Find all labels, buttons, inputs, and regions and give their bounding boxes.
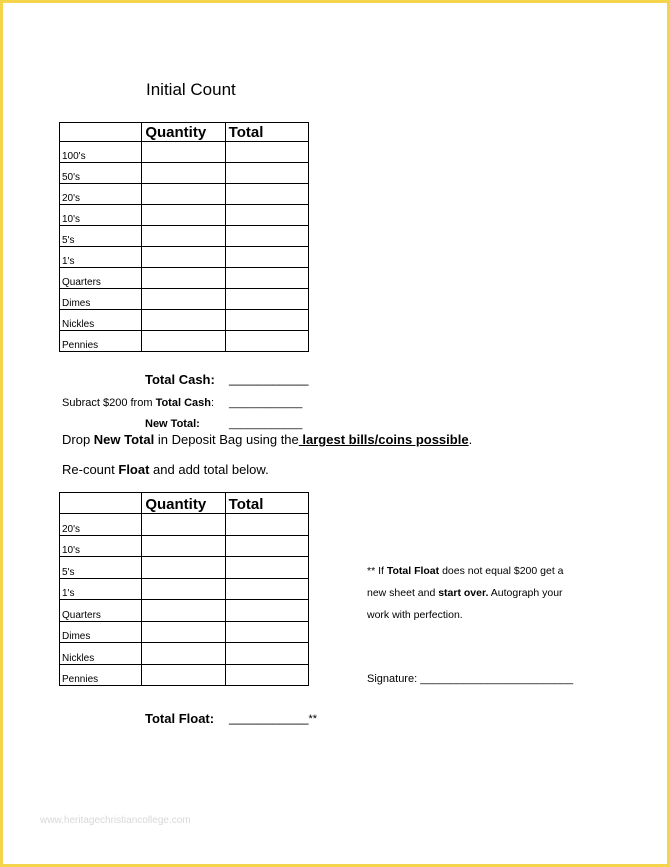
denomination-label: 20's bbox=[60, 514, 142, 536]
total-cell[interactable] bbox=[225, 205, 308, 226]
table-row bbox=[60, 184, 309, 205]
quantity-cell[interactable] bbox=[142, 205, 225, 226]
quantity-cell[interactable] bbox=[142, 621, 225, 643]
quantity-cell[interactable] bbox=[142, 184, 225, 205]
quantity-cell[interactable] bbox=[142, 331, 225, 352]
quantity-cell[interactable] bbox=[142, 578, 225, 600]
quantity-cell[interactable] bbox=[142, 247, 225, 268]
quantity-cell[interactable] bbox=[142, 226, 225, 247]
quantity-cell[interactable] bbox=[142, 535, 225, 557]
denomination-label: Pennies bbox=[60, 331, 142, 352]
denomination-label: 5's bbox=[60, 557, 142, 579]
quantity-cell[interactable] bbox=[142, 643, 225, 665]
quantity-cell[interactable] bbox=[142, 557, 225, 579]
table-row bbox=[60, 600, 309, 622]
total-cell[interactable] bbox=[225, 268, 308, 289]
denomination-label: Quarters bbox=[60, 600, 142, 622]
total-cell[interactable] bbox=[225, 310, 308, 331]
note-text: Autograph your bbox=[488, 587, 563, 599]
denomination-label: 1's bbox=[60, 247, 142, 268]
recount-bold: Float bbox=[118, 462, 150, 477]
total-cell[interactable] bbox=[225, 600, 308, 622]
denomination-label: Dimes bbox=[60, 289, 142, 310]
table-row bbox=[60, 514, 309, 536]
table-row bbox=[60, 142, 309, 163]
drop-bold: New Total bbox=[93, 432, 155, 447]
table-row bbox=[60, 621, 309, 643]
total-cell[interactable] bbox=[225, 664, 308, 686]
total-cell[interactable] bbox=[225, 557, 308, 579]
new-total-label: New Total: bbox=[145, 418, 200, 430]
table-header-row bbox=[60, 123, 309, 142]
drop-instruction bbox=[62, 432, 472, 447]
total-cell[interactable] bbox=[225, 578, 308, 600]
quantity-cell[interactable] bbox=[142, 514, 225, 536]
denomination-label: 1's bbox=[60, 578, 142, 600]
recount-instruction bbox=[62, 462, 269, 477]
table-row bbox=[60, 226, 309, 247]
note-line-3 bbox=[367, 604, 564, 626]
total-cell[interactable] bbox=[225, 289, 308, 310]
denomination-label: 20's bbox=[60, 184, 142, 205]
quantity-cell[interactable] bbox=[142, 142, 225, 163]
denomination-label: Nickles bbox=[60, 643, 142, 665]
total-cell[interactable] bbox=[225, 184, 308, 205]
total-float-suffix: ** bbox=[308, 713, 318, 725]
subtract-blank[interactable]: ____________ bbox=[229, 397, 303, 409]
table-row bbox=[60, 163, 309, 184]
total-cell[interactable] bbox=[225, 247, 308, 268]
float-note bbox=[367, 560, 564, 626]
total-cell[interactable] bbox=[225, 621, 308, 643]
header-cell-blank bbox=[60, 123, 142, 142]
header-quantity: Quantity bbox=[142, 493, 225, 514]
subtract-suffix: : bbox=[210, 397, 215, 409]
denomination-label: Nickles bbox=[60, 310, 142, 331]
table-row bbox=[60, 331, 309, 352]
header-quantity: Quantity bbox=[142, 123, 225, 142]
table-row bbox=[60, 289, 309, 310]
quantity-cell[interactable] bbox=[142, 600, 225, 622]
total-cell[interactable] bbox=[225, 142, 308, 163]
table-row bbox=[60, 535, 309, 557]
denomination-label: 5's bbox=[60, 226, 142, 247]
page-title: Initial Count bbox=[146, 80, 236, 99]
header-cell-blank bbox=[60, 493, 142, 514]
total-float-blank[interactable]: ___________ bbox=[229, 710, 309, 725]
initial-count-table bbox=[59, 122, 309, 352]
total-cash-label: Total Cash: bbox=[145, 372, 215, 387]
quantity-cell[interactable] bbox=[142, 163, 225, 184]
quantity-cell[interactable] bbox=[142, 268, 225, 289]
denomination-label: 10's bbox=[60, 205, 142, 226]
drop-underline: largest bills/coins possible bbox=[298, 432, 469, 447]
denomination-label: Pennies bbox=[60, 664, 142, 686]
note-bold: start over. bbox=[438, 587, 489, 599]
drop-middle: in Deposit Bag using the bbox=[154, 432, 299, 447]
quantity-cell[interactable] bbox=[142, 310, 225, 331]
note-bold: Total Float bbox=[386, 565, 440, 577]
note-text: work with perfection. bbox=[367, 609, 463, 621]
recount-suffix: and add total below. bbox=[149, 462, 269, 477]
denomination-label: Dimes bbox=[60, 621, 142, 643]
quantity-cell[interactable] bbox=[142, 289, 225, 310]
table-row bbox=[60, 578, 309, 600]
total-cash-blank[interactable]: ___________ bbox=[229, 371, 309, 386]
denomination-label: Quarters bbox=[60, 268, 142, 289]
new-total-blank[interactable]: ____________ bbox=[229, 418, 303, 430]
table-row bbox=[60, 557, 309, 579]
table-row bbox=[60, 247, 309, 268]
table-header-row bbox=[60, 493, 309, 514]
denomination-label: 10's bbox=[60, 535, 142, 557]
total-cell[interactable] bbox=[225, 514, 308, 536]
note-line-2 bbox=[367, 582, 564, 604]
note-line-1 bbox=[367, 560, 564, 582]
total-cell[interactable] bbox=[225, 535, 308, 557]
recount-prefix: Re-count bbox=[62, 462, 119, 477]
denomination-label: 100's bbox=[60, 142, 142, 163]
table-row bbox=[60, 664, 309, 686]
subtract-instruction bbox=[62, 397, 214, 409]
denomination-label: 50's bbox=[60, 163, 142, 184]
drop-prefix: Drop bbox=[62, 432, 94, 447]
header-total: Total bbox=[225, 493, 308, 514]
total-float-field bbox=[229, 710, 317, 725]
table-row bbox=[60, 205, 309, 226]
note-text: ** If bbox=[367, 565, 387, 577]
drop-suffix: . bbox=[468, 432, 473, 447]
total-cell[interactable] bbox=[225, 226, 308, 247]
note-text: does not equal $200 get a bbox=[439, 565, 564, 577]
float-count-table bbox=[59, 492, 309, 686]
watermark-text: www.heritagechristiancollege.com bbox=[40, 815, 191, 826]
total-float-label: Total Float: bbox=[145, 711, 215, 726]
table-row bbox=[60, 310, 309, 331]
header-total: Total bbox=[225, 123, 308, 142]
quantity-cell[interactable] bbox=[142, 664, 225, 686]
subtract-bold: Total Cash bbox=[155, 397, 211, 409]
subtract-prefix: Subract $200 from bbox=[62, 397, 156, 409]
table-row bbox=[60, 268, 309, 289]
signature-row bbox=[367, 673, 573, 685]
signature-label: Signature: bbox=[367, 673, 418, 685]
total-cell[interactable] bbox=[225, 331, 308, 352]
note-text: new sheet and bbox=[367, 587, 439, 599]
table-row bbox=[60, 643, 309, 665]
total-cell[interactable] bbox=[225, 163, 308, 184]
total-cell[interactable] bbox=[225, 643, 308, 665]
signature-field[interactable]: _________________________ bbox=[420, 673, 574, 685]
